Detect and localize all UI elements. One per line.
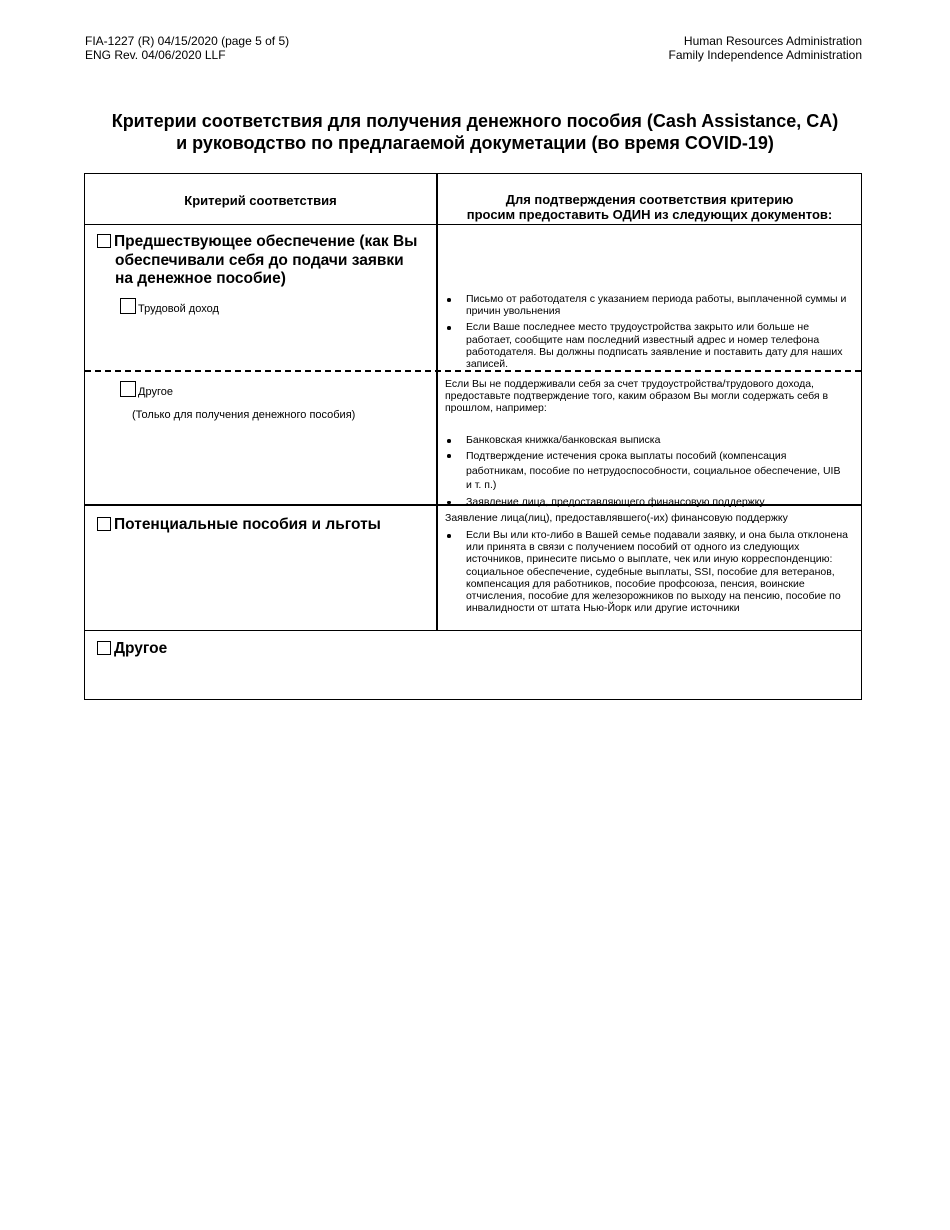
potential-benefits-checkbox[interactable]: [97, 517, 111, 531]
form-number: FIA-1227 (R) 04/15/2020 (page 5 of 5): [85, 34, 290, 48]
column-header-criterion: [85, 174, 438, 224]
table-row-other-support: [85, 370, 861, 508]
other-checkbox[interactable]: [97, 641, 111, 655]
potential-benefits-label: Потенциальные пособия и льготы: [114, 516, 381, 533]
other-support-checkbox[interactable]: [120, 381, 136, 397]
agency-name: Human Resources Administration: [683, 34, 862, 48]
earned-income-docs-list: [444, 293, 855, 370]
other-support-docs-cell: [438, 372, 861, 508]
potential-benefits-cell: [85, 506, 438, 630]
other-support-intro: Если Вы не поддерживали себя за счет трудоустройства/трудового дохода, предоставьте подтверждение того, каким образом Вы могли содержать себя в прошлом, например:: [445, 378, 829, 415]
title-line-1: Критерии соответствия для получения денежного пособия (Cash Assistance, CA): [111, 111, 839, 131]
other-support-note: (Только для получения денежного пособия): [132, 409, 356, 421]
prior-support-line3: на денежное пособие): [115, 270, 286, 287]
list-item: Письмо от работодателя с указанием периода работы, выплаченной суммы и причин увольнения: [444, 293, 855, 317]
list-item: Банковская книжка/банковская выписка: [444, 434, 841, 446]
column-header-documents-line1: Для подтверждения соответствия критерию: [505, 192, 794, 207]
prior-support-label: [97, 233, 428, 289]
table-row-prior-support: [85, 224, 861, 370]
page-title: [60, 110, 890, 154]
potential-benefits-docs-cell: [438, 506, 861, 630]
other-label: Другое: [114, 640, 168, 657]
column-header-documents-label: [438, 192, 861, 222]
earned-income-option: [120, 298, 219, 316]
list-item: Заявление лица, предоставляющего финансовую поддержку: [444, 496, 841, 508]
list-item: Если Вы или кто-либо в Вашей семье подавали заявку, и она была отклонена или принята в связи с получением пособий от одного из следующих источников, принесите письмо о выплате, чек или иную корреспонденцию: социальное обеспечение, судебные выплаты, SSI, пособие для ветеранов, компенсация для работников, пособие профсоюза, пенсия, воинские отчисления, пособие для железорожников по выходу на пенсию, пособие по инвалидности от штата Нью-Йорк или другие источники: [444, 529, 855, 614]
earned-income-checkbox[interactable]: [120, 298, 136, 314]
other-support-cell: [85, 372, 438, 504]
division-name: Family Independence Administration: [668, 48, 862, 62]
table-row-potential-benefits: [85, 504, 861, 630]
potential-benefits-option: [97, 516, 381, 535]
prior-support-checkbox[interactable]: [97, 234, 111, 248]
potential-benefits-docs-list: [444, 529, 855, 614]
title-line-2: и руководство по предлагаемой докуметации (во время COVID-19): [176, 133, 774, 153]
agency-header: [669, 34, 862, 62]
table-header-row: [85, 174, 861, 224]
other-support-docs-list: [444, 434, 841, 508]
earned-income-label: Трудовой доход: [138, 303, 219, 315]
form-revision: ENG Rev. 04/06/2020 LLF: [85, 48, 226, 62]
column-header-documents-line2: просим предоставить ОДИН из следующих документов:: [466, 207, 833, 222]
list-item: Подтверждение истечения срока выплаты пособий (компенсация работникам, пособие по нетрудоспособности, социальное обеспечение, UIB и т. п.): [444, 449, 841, 493]
potential-benefits-intro: Заявление лица(лиц), предоставлявшего(-их) финансовую поддержку: [445, 512, 788, 524]
other-cell: [85, 631, 861, 699]
prior-support-line1: Предшествующее обеспечение (как Вы: [114, 233, 418, 250]
list-item: Если Ваше последнее место трудоустройства закрыто или больше не работает, сообщите нам последний известный адрес и номер телефона работодателя. Вы должны подписать заявление и поставить дату для наших записей.: [444, 321, 855, 370]
column-header-documents: [438, 174, 861, 224]
form-id-header: [85, 34, 289, 62]
prior-support-line2: обеспечивали себя до подачи заявки: [115, 251, 404, 269]
column-header-criterion-label: Критерий соответствия: [184, 193, 337, 208]
earned-income-docs-cell: [438, 225, 861, 370]
other-support-option: [120, 381, 173, 399]
prior-support-cell: [85, 225, 438, 370]
eligibility-table: [84, 173, 862, 700]
table-row-other: [85, 630, 861, 699]
other-option: [97, 640, 167, 659]
other-support-label: Другое: [138, 386, 173, 398]
